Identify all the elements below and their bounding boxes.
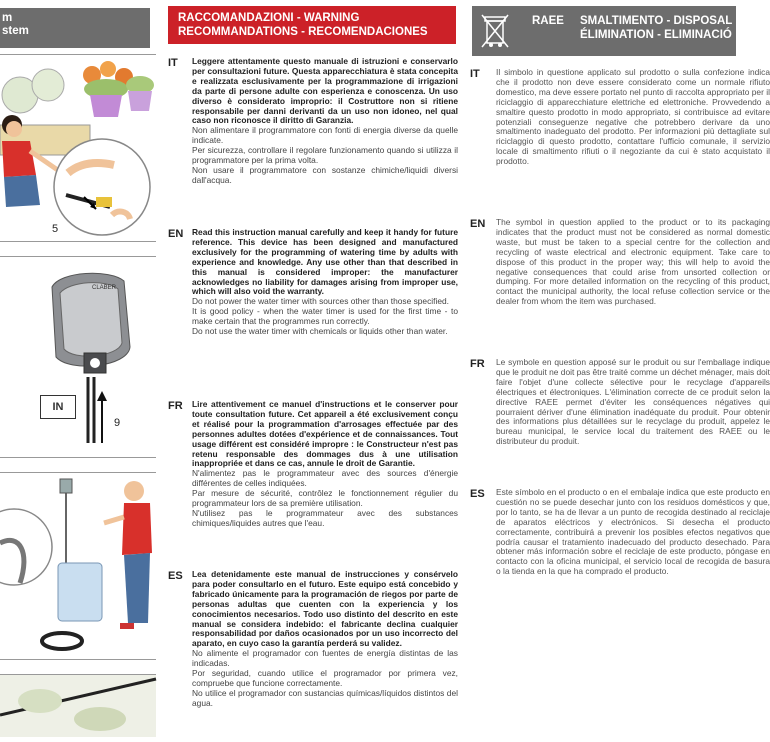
middle-column [162, 0, 462, 736]
warning-note-es-2: Por seguridad, cuando utilice el programador por primera vez, compruebe que funcione correctamente. [192, 668, 458, 688]
warning-note-es-3: No utilice el programador con sustancias químicas/líquidos distintos del agua. [192, 687, 458, 708]
left-header-line2: stem [2, 25, 29, 37]
warning-header-line1: RACCOMANDAZIONI - WARNING [178, 12, 360, 24]
water-timer-illustration [0, 257, 156, 457]
lang-code-en: EN [168, 228, 184, 240]
lang-code-es: ES [168, 570, 183, 582]
bottom-illustration [0, 675, 156, 737]
warning-note-it-2: Per sicurezza, controllare il regolare funzionamento quando si utilizza il programmatore per la prima volta. [192, 145, 458, 166]
step-number-5: 5 [52, 223, 59, 235]
warning-note-en-1: Do not power the water timer with sources other than those specified. [192, 296, 449, 307]
left-header [0, 8, 150, 48]
crossed-out-wheelie-bin-icon [480, 11, 510, 51]
disposal-text-es: Este símbolo en el producto o en el embalaje indica que este producto en cuestión no se puede desechar junto con los residuos domésticos y que, por lo tanto, se ha de llevar a un punto de recogida destinado al reciclaje de aparatos eléctricos y electrónicos. Si desecha el producto correctamente, contribuirá a prevenir los posibles efectos negativos que podría causar el tratamiento inadecuado del producto desechado. Para obtener más información sobre el reciclaje de este producto, póngase en contacto con la oficina municipal, el servicio local de recogida de basura o la tienda en la que ha comprado el producto. [496, 487, 770, 577]
left-header-line1: m [2, 12, 13, 24]
warning-header [168, 6, 456, 44]
warning-note-fr-1: N'alimentez pas le programmateur avec des sources d'énergie différentes de celles indiquées. [192, 468, 458, 489]
disposal-lang-es: ES [470, 488, 485, 500]
disposal-header-line1: SMALTIMENTO - DISPOSAL [580, 15, 733, 27]
warning-note-es-1: No alimente el programador con fuentes de energía distintas de las indicadas. [192, 648, 458, 669]
warning-note-it-3: Non usare il programmatore con sostanze chimiche/liquidi diversi dall'acqua. [192, 164, 458, 185]
warning-section-fr [168, 400, 458, 529]
disposal-text-fr: Le symbole en question apposé sur le produit ou sur l'emballage indique que le produit ne doit pas être traité comme un déchet ménager, mais doit faire l'objet d'une collecte sélective pour le recyclage d'appareils électriques et électroniques. L'élimination correcte de ce produit selon la directive RAEE permet d'éviter les conséquences négatives qui pourraient dériver d'une élimination inadéquate du produit. Pour obtenir des informations plus détaillées sur le recyclage du produit, appelez le bureau municipal, le service local du traitement des RAEE ou le distributeur du produit. [496, 357, 770, 447]
arrow-up-icon [97, 391, 107, 443]
warning-note-en-2: It is good policy - when the water timer is used for the first time - to make certain that the programmes run correctly. [192, 306, 458, 327]
warning-bold-fr: Lire attentivement ce manuel d'instructions et le conserver pour toute consultation future. Cet appareil a été exclusivement conçu et réalisé pour la programmation d'arrosages effectuée par des personnes adultes dotées d'expérience et de connaissances. Tout usage différent est considéré impropre : le Constructeur n'est pas retenu responsable des dommages dus à une utilisation inappropriée et dans ce cas, annule le droit de Garantie. [192, 399, 458, 469]
warning-note-fr-3: N'utilisez pas le programmateur avec des substances chimiques/liquides autres que l'eau. [192, 507, 458, 528]
warning-note-it-1: Non alimentare il programmatore con fonti di energia diverse da quelle indicate. [192, 125, 458, 146]
warning-header-line2: RECOMMANDATIONS - RECOMENDACIONES [178, 26, 428, 38]
warning-bold-es: Lea detenidamente este manual de instrucciones y consérvelo para poder consultarlo en el futuro. Este equipo está concebido y fabricado únicamente para la programación de riegos por parte de personas adultas que cuenten con la experiencia y los conocimientos necesarios. Todo uso distinto del descrito en este manual se considera indebido: el fabricante declina cualquier responsabilidad por daños ocasionados por un uso incorrecto del aparato, en cuyo caso la garantía perderá su validez. [192, 569, 458, 649]
disposal-lang-fr: FR [470, 358, 485, 370]
disposal-section-fr [470, 358, 770, 447]
disposal-section-en [470, 218, 770, 307]
disposal-lang-en: EN [470, 218, 486, 230]
illustration-panel-timer [0, 256, 156, 458]
right-column [468, 0, 770, 736]
illustration-panel-bottom [0, 674, 156, 737]
warning-note-fr-2: Par mesure de sécurité, contrôlez le fonctionnement régulier du programmateur lors de sa première utilisation. [192, 488, 458, 509]
raee-label: RAEE [532, 15, 564, 27]
disposal-header [472, 6, 736, 56]
plant-pot-illustration [83, 61, 154, 117]
disposal-section-it [470, 68, 770, 167]
illustration-panel-garden [0, 54, 156, 242]
disposal-lang-it: IT [470, 68, 480, 80]
disposal-text-it: Il simbolo in questione applicato sul prodotto o sulla confezione indica che il prodotto non deve essere considerato come un normale rifiuto domestico, ma deve essere portato nel punto di raccolta appropriato per il riciclaggio di apparecchiature elettriche ed elettroniche. Provvedendo a smaltire questo prodotto in modo appropriato, si contribuisce ad evitare potenziali conseguenze negative che potrebbero derivare da uno smaltimento inadeguato del prodotto. Per informazioni più dettagliate sul riciclaggio di questo prodotto, contattare l'ufficio comunale, il servizio locale di smaltimento rifiuti o il negoziante da cui è stato acquistato il prodotto. [496, 67, 770, 167]
warning-text-it [192, 57, 458, 186]
disposal-text-en: The symbol in question applied to the product or to its packaging indicates that the product must not be considered as normal domestic waste, but must be taken to a special centre for the collection and recycling of waste electrical and electronic equipment. Take care to dispose of this product in the proper way; this will help to avoid the negative consequences that could arise from unsorted collection or dumping. For more detailed information on the recycling of this product, contact the municipal authority, the local refuse collection service or the dealer from whom the item was purchased. [496, 217, 770, 307]
warning-bold-it: Leggere attentamente questo manuale di istruzioni e conservarlo per consultazioni future. Questa apparecchiatura è stata concepita e realizzata esclusivamente per la programmazione di irrigazioni da parte di persone adulte con esperienza e conoscenza. Un uso diverso è considerato improprio: il Costruttore non si ritiene responsabile per danni derivanti da un uso non idoneo, nel qual caso non riconosce il diritto di Garanzia. [192, 56, 458, 126]
warning-text-fr [192, 400, 458, 529]
lang-code-fr: FR [168, 400, 183, 412]
lang-code-it: IT [168, 57, 178, 69]
step-number-9: 9 [114, 417, 121, 429]
illustration-panel-tank [0, 472, 156, 660]
garden-illustration [0, 55, 156, 241]
warning-section-en [168, 228, 458, 337]
warning-note-en-3: Do not use the water timer with chemicals or liquids other than water. [192, 326, 448, 337]
warning-text-en [192, 228, 458, 337]
disposal-section-es [470, 488, 770, 577]
warning-section-it [168, 57, 458, 186]
warning-section-es [168, 570, 458, 709]
warning-bold-en: Read this instruction manual carefully and keep it handy for future reference. This device has been designed and manufactured exclusively for the programming of watering time by adults with experience and knowledge. Any use other than that described in this manual is considered improper: the manufacturer acknowledges no liability for damages arising from improper use, which will also void the warranty. [192, 227, 458, 297]
in-label: IN [40, 395, 76, 419]
svg-text:CLABER: CLABER [92, 285, 117, 291]
warning-text-es [192, 570, 458, 709]
disposal-header-line2: ÉLIMINATION - ELIMINACIÓ [580, 29, 732, 41]
left-column [0, 0, 156, 736]
tank-illustration [0, 473, 156, 659]
